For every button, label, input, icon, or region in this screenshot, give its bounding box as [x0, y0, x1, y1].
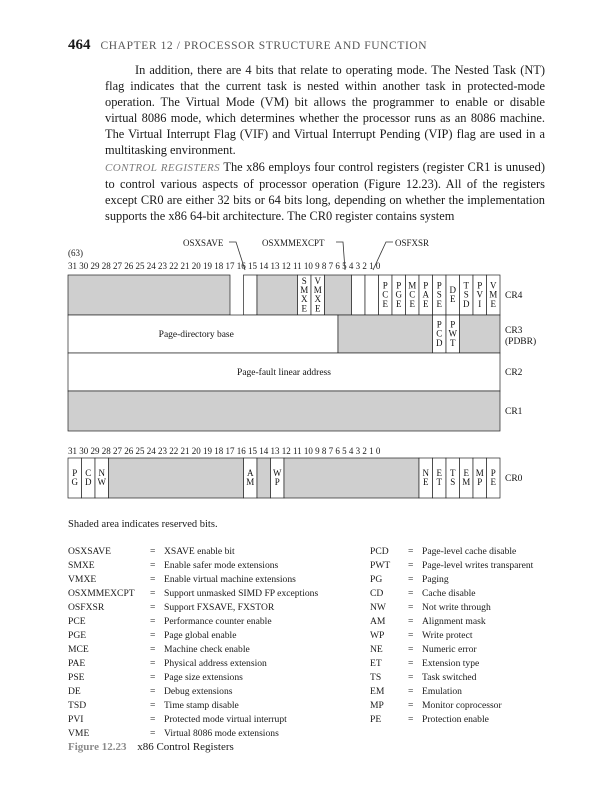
legend-abbr: OSXSAVE: [68, 546, 112, 557]
cr4-mce-letter: C: [409, 289, 416, 300]
cr1-register: [68, 391, 500, 431]
legend-row: [68, 714, 533, 728]
legend-desc: [422, 728, 533, 742]
cr0-pe-letter: P: [490, 468, 496, 478]
legend-eq: =: [408, 588, 414, 599]
legend-abbr: VME: [68, 728, 90, 739]
cr0-name: CR0: [505, 474, 523, 484]
legend-desc: Page size extensions: [164, 672, 243, 683]
legend-desc: Machine check enable: [164, 644, 250, 655]
legend-desc: Protected mode virtual interrupt: [164, 714, 287, 725]
cr3-pdb-label: Page-directory base: [158, 330, 234, 340]
page-number: 464: [68, 37, 91, 53]
legend-eq: =: [408, 700, 414, 711]
cr0-pg-letter: P: [72, 468, 78, 478]
cr3-reserved-mid: [338, 315, 433, 353]
cr0-ts-letter: S: [450, 477, 456, 488]
cr4-pge-letter: E: [396, 298, 402, 309]
cr4-reserved-high: [68, 275, 230, 315]
osxsave-annotation: OSXSAVE: [183, 238, 224, 248]
legend-eq: =: [150, 686, 156, 697]
cr4-de-letter: D: [449, 285, 456, 295]
legend-desc: Task switched: [422, 672, 477, 683]
cr0-et-letter: E: [436, 468, 442, 478]
legend-desc: Support unmasked SIMD FP exceptions: [164, 588, 319, 599]
legend-abbr: MCE: [68, 644, 89, 655]
cr4-vme-letter: E: [490, 298, 496, 309]
legend-eq: =: [408, 574, 414, 585]
cr4-mce-letter: E: [409, 298, 415, 309]
cr0-ne-letter: E: [423, 477, 429, 488]
legend-abbr: PGE: [68, 630, 87, 641]
legend-row: [68, 700, 533, 714]
osxsave-leader: [229, 242, 245, 270]
cr4-vmxe-letter: E: [315, 303, 321, 314]
bit63-annotation: (63): [68, 248, 83, 258]
legend-eq: =: [150, 700, 156, 711]
cr0-wp-letter: P: [274, 477, 280, 488]
legend-desc: Monitor coprocessor: [422, 700, 502, 711]
legend-eq: =: [150, 546, 156, 557]
legend-desc: Time stamp disable: [164, 700, 239, 711]
legend-row: [68, 574, 533, 588]
legend-row: [68, 728, 533, 742]
cr0-wp-letter: W: [273, 468, 282, 478]
cr4-pce-letter: C: [382, 289, 389, 300]
legend-row: [68, 616, 533, 630]
legend-row: [68, 630, 533, 644]
cr4-pae-letter: E: [423, 298, 429, 309]
legend-abbr: VMXE: [68, 574, 97, 585]
cr3-reserved-low: [460, 315, 501, 353]
cr4-osxsave-cell: [244, 275, 258, 315]
legend-desc: Enable virtual machine extensions: [164, 574, 296, 585]
legend-desc: XSAVE enable bit: [164, 546, 235, 557]
legend-abbr: PAE: [68, 658, 86, 669]
cr0-am-letter: A: [247, 468, 254, 478]
legend-abbr: PVI: [68, 714, 84, 725]
legend-eq: =: [150, 616, 156, 627]
legend-eq: =: [408, 658, 414, 669]
legend-abbr: TS: [370, 672, 382, 683]
paragraph-operating-mode: In addition, there are 4 bits that relate to operating mode. The Nested Task (NT) flag indicates that the current task is nested within another task in protected-mode operation. The Virtual Mode (VM) bit allows the programmer to enable or disable virtual 8086 mode, which determines whether the processor runs as an 8086 machine. The Virtual Interrupt Flag (VIF) and Virtual Interrupt Pending (VIP) flag are used in a multitasking environment.: [105, 63, 545, 158]
legend-row: [68, 588, 533, 602]
legend-abbr: DE: [68, 686, 81, 697]
section-lead: CONTROL REGISTERS: [105, 162, 220, 174]
cr4-smxe-letter: M: [300, 285, 309, 295]
legend-row: [68, 602, 533, 616]
legend-desc: Cache disable: [422, 588, 476, 599]
cr3-pwt-letter: T: [450, 337, 456, 348]
legend-abbr: SMXE: [68, 560, 95, 571]
osxmmexcpt-annotation: OSXMMEXCPT: [262, 238, 325, 248]
caption-number: Figure 12.23: [68, 741, 127, 753]
cr0-mp-letter: M: [475, 468, 484, 478]
legend-eq: =: [408, 672, 414, 683]
cr4-smxe-letter: S: [301, 275, 307, 286]
legend-eq: =: [150, 728, 156, 739]
cr0-ts-letter: T: [450, 468, 456, 478]
legend-eq: =: [408, 630, 414, 641]
cr0-em-letter: E: [463, 468, 469, 478]
legend-eq: =: [408, 546, 414, 557]
cr0-reserved-17: [257, 458, 271, 498]
legend-eq: =: [408, 602, 414, 613]
legend-abbr: NE: [370, 644, 383, 655]
cr4-pse-letter: S: [436, 289, 442, 300]
cr4-vme-letter: V: [490, 280, 497, 291]
legend-desc: Write protect: [422, 630, 473, 641]
legend-eq: =: [408, 560, 414, 571]
cr0-am-letter: M: [246, 477, 255, 488]
cr4-vmxe-letter: V: [314, 275, 321, 286]
legend-abbr: PSE: [68, 672, 85, 683]
legend-abbr: MP: [370, 700, 384, 711]
legend-abbr: CD: [370, 588, 384, 599]
cr4-reserved-mid: [257, 275, 298, 315]
cr4-smxe-letter: E: [301, 303, 307, 314]
osfxsr-annotation: OSFXSR: [395, 238, 430, 248]
legend-eq: =: [150, 560, 156, 571]
legend-eq: =: [150, 630, 156, 641]
legend-abbr: PG: [370, 574, 383, 585]
cr4-pvi-letter: V: [476, 289, 483, 300]
paragraph-text: The x86 employs four control registers (register CR1 is unused) to control various aspects of processor operation (Figure 12.23). All of the registers except CR0 are either 32 bits or 64 bits long, depending on whether the implementation supports the x86 64-bit architecture. The CR0 register contains system: [105, 160, 546, 224]
legend-eq: =: [408, 616, 414, 627]
legend-desc: Paging: [422, 574, 449, 585]
cr3-pwt-letter: W: [448, 328, 457, 339]
legend-eq: =: [150, 658, 156, 669]
cr4-pae-letter: P: [423, 280, 429, 291]
legend-desc: Enable safer mode extensions: [164, 560, 279, 571]
cr4-pse-letter: P: [436, 280, 442, 291]
cr4-tsd-letter: S: [463, 289, 469, 300]
legend-abbr: WP: [370, 630, 385, 641]
cr4-de-letter: E: [450, 294, 456, 305]
cr2-label: Page-fault linear address: [237, 368, 331, 378]
cr4-vme-letter: M: [489, 289, 498, 300]
cr0-pe-letter: E: [490, 477, 496, 488]
cr0-reserved-high: [109, 458, 244, 498]
cr1-name: CR1: [505, 407, 523, 417]
caption-title: x86 Control Registers: [137, 741, 234, 753]
legend-eq: =: [408, 714, 414, 725]
legend-abbr: ET: [370, 658, 382, 669]
cr4-pvi-letter: P: [477, 280, 483, 291]
cr4-pce-letter: P: [382, 280, 388, 291]
bit-numbers-cr0: 31 30 29 28 27 26 25 24 23 22 21 20 19 18 17 16 15 14 13 12 11 10 9 8 7 6 5 4 3 2 1 0: [68, 446, 381, 456]
legend-eq: =: [150, 574, 156, 585]
legend-desc: Not write through: [422, 602, 491, 613]
legend-eq: =: [150, 588, 156, 599]
legend-eq: =: [150, 672, 156, 683]
cr4-osxmmexcpt-cell: [352, 275, 366, 315]
cr0-em-letter: M: [462, 477, 471, 488]
legend-desc: Numeric error: [422, 644, 477, 655]
legend-row: [68, 672, 533, 686]
figure-caption: [68, 741, 234, 753]
legend-abbr: TSD: [68, 700, 87, 711]
cr4-osfxsr-cell: [365, 275, 379, 315]
legend-abbr: NW: [370, 602, 386, 613]
legend-abbr: OSFXSR: [68, 602, 105, 613]
cr4-vmxe-letter: M: [313, 285, 322, 295]
cr4-vmxe-letter: X: [314, 294, 321, 305]
cr4-pse-letter: E: [436, 298, 442, 309]
legend-abbr: PCE: [68, 616, 86, 627]
legend-desc: Support FXSAVE, FXSTOR: [164, 602, 275, 613]
legend-row: [68, 686, 533, 700]
legend-abbr: AM: [370, 616, 386, 627]
osxmmexcpt-leader: [336, 242, 345, 270]
legend-eq: [408, 728, 422, 742]
cr4-pge-letter: G: [395, 289, 402, 300]
cr0-cd-letter: D: [85, 477, 92, 488]
cr3-pcd-letter: D: [436, 337, 443, 348]
cr4-reserved-low: [325, 275, 352, 315]
chapter-title: CHAPTER 12 / PROCESSOR STRUCTURE AND FUNCTION: [100, 40, 428, 52]
legend-eq: =: [150, 602, 156, 613]
legend-row: [68, 546, 533, 560]
bit-numbers-top: 31 30 29 28 27 26 25 24 23 22 21 20 19 18 17 16 15 14 13 12 11 10 9 8 7 6 5 4 3 2 1 0: [68, 261, 381, 271]
annotation-leaders: [229, 242, 393, 270]
cr3-pcd-letter: C: [436, 328, 443, 339]
legend-row: [68, 644, 533, 658]
osfxsr-leader: [373, 242, 393, 270]
cr4-pge-letter: P: [396, 280, 402, 291]
legend-desc: Page-level writes transparent: [422, 560, 534, 571]
cr4-pvi-letter: I: [478, 298, 482, 309]
legend-abbr: PCD: [370, 546, 389, 557]
cr0-mp-letter: P: [477, 477, 483, 488]
cr4-mce-letter: M: [408, 280, 417, 291]
cr4-name: CR4: [505, 291, 523, 301]
legend-eq: =: [150, 644, 156, 655]
cr2-name: CR2: [505, 368, 523, 378]
legend-desc: Protection enable: [422, 714, 489, 725]
legend-desc: Performance counter enable: [164, 616, 272, 627]
cr0-ne-letter: N: [422, 468, 429, 478]
legend-desc: Alignment mask: [422, 616, 486, 627]
legend-abbr: EM: [370, 686, 385, 697]
cr3-pdbr-name: (PDBR): [505, 337, 537, 347]
legend-desc: Debug extensions: [164, 686, 233, 697]
legend-row: [68, 560, 533, 574]
cr0-reserved-mid: [284, 458, 419, 498]
legend-eq: =: [408, 644, 414, 655]
cr4-tsd-letter: D: [463, 298, 470, 309]
legend-desc: Page global enable: [164, 630, 237, 641]
legend-desc: Virtual 8086 mode extensions: [164, 728, 279, 739]
legend-abbr: PE: [370, 714, 382, 725]
cr4-pce-letter: E: [382, 298, 388, 309]
cr4-tsd-letter: T: [463, 280, 469, 291]
cr3-pcd-letter: P: [436, 319, 442, 330]
legend-desc: Physical address extension: [164, 658, 267, 669]
legend-abbr: OSXMMEXCPT: [68, 588, 135, 599]
cr3-pwt-letter: P: [450, 319, 456, 330]
legend-eq: =: [408, 686, 414, 697]
legend-desc: Page-level cache disable: [422, 546, 517, 557]
cr4-pae-letter: A: [422, 289, 429, 300]
cr0-nw-letter: N: [98, 468, 105, 478]
legend-eq: =: [150, 714, 156, 725]
shaded-note: Shaded area indicates reserved bits.: [68, 519, 218, 530]
legend-desc: Extension type: [422, 658, 480, 669]
legend-desc: Emulation: [422, 686, 462, 697]
cr0-nw-letter: W: [97, 477, 106, 488]
cr4-smxe-letter: X: [301, 294, 308, 305]
cr0-et-letter: T: [436, 477, 442, 488]
legend-abbr: [370, 728, 408, 742]
cr0-pg-letter: G: [71, 477, 78, 488]
legend-abbr: PWT: [370, 560, 391, 571]
cr3-name: CR3: [505, 326, 523, 336]
legend-table: [68, 546, 533, 742]
legend-row: [68, 658, 533, 672]
cr0-cd-letter: C: [85, 468, 92, 478]
